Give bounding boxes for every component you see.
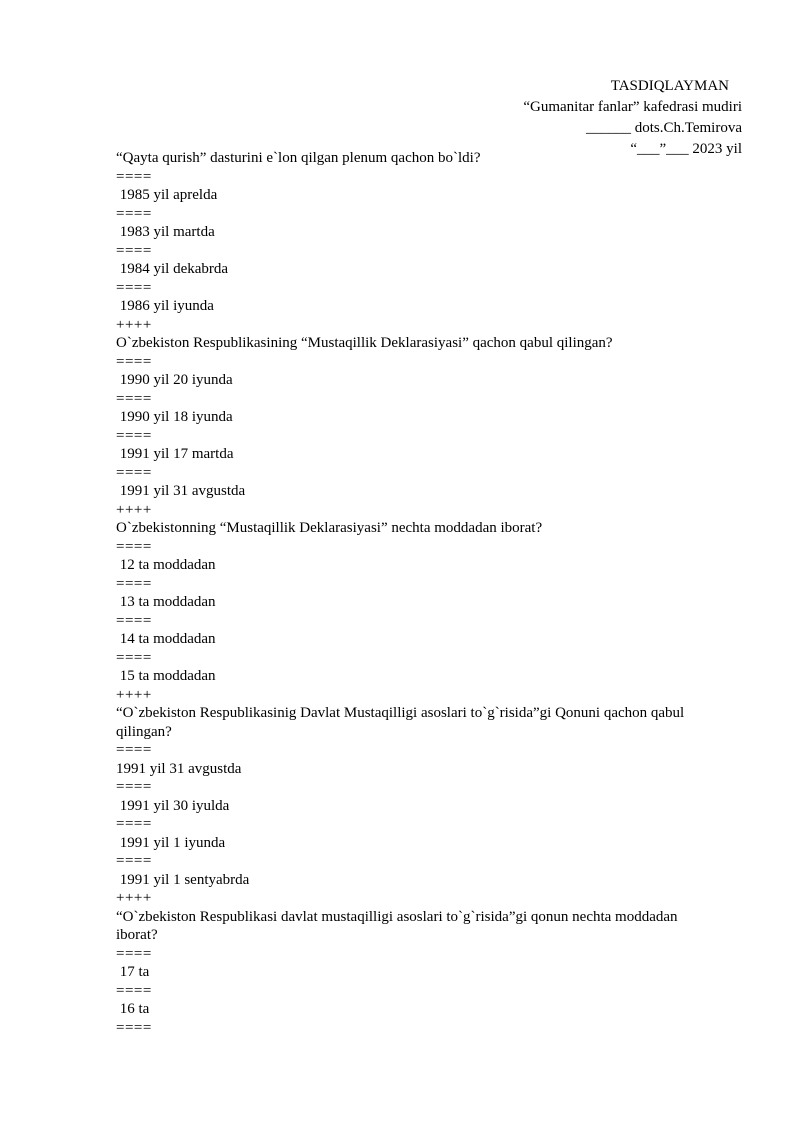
approval-date: “___”___ 2023 yil — [630, 141, 742, 157]
separator-line: ==== — [116, 982, 152, 999]
answer-option: 1990 yil 18 iyunda — [116, 409, 233, 425]
separator-line: ==== — [116, 853, 152, 869]
approval-block — [400, 76, 742, 160]
question-text: “O`zbekiston Respublikasi davlat mustaqilligi asoslari to`g`risida”gi qonun nechta moddadan — [116, 908, 678, 925]
answer-option: 17 ta — [116, 964, 150, 980]
question-text: O`zbekiston Respublikasining “Mustaqillik Deklarasiyasi” qachon qabul qilingan? — [116, 335, 613, 351]
separator-line: ++++ — [116, 316, 152, 333]
answer-option: 1991 yil 31 avgustda — [116, 483, 246, 499]
separator-line: ==== — [116, 279, 152, 296]
separator-line: ==== — [116, 945, 152, 962]
test-questions — [116, 149, 744, 1037]
separator-line: ==== — [116, 649, 152, 666]
approval-title: TASDIQLAYMAN — [610, 78, 729, 94]
separator-line: ==== — [116, 242, 152, 259]
separator-line: ++++ — [116, 890, 152, 906]
answer-option: 1983 yil martda — [116, 224, 215, 240]
answer-option: 1985 yil aprelda — [116, 187, 218, 203]
separator-line: ==== — [116, 742, 152, 758]
answer-option: 1991 yil 30 iyulda — [116, 797, 230, 814]
question-text: “O`zbekiston Respublikasinig Davlat Mustaqilligi asoslari to`g`risida”gi Qonuni qachon qabul — [116, 705, 685, 721]
question-text: iborat? — [116, 927, 158, 943]
separator-line: ==== — [116, 612, 152, 629]
separator-line: ++++ — [116, 686, 152, 703]
answer-option: 1991 yil 1 sentyabrda — [116, 871, 250, 888]
separator-line: ==== — [116, 779, 152, 795]
separator-line: ==== — [116, 390, 152, 407]
answer-option: 1991 yil 31 avgustda — [116, 760, 242, 777]
answer-option: 16 ta — [116, 1001, 150, 1017]
separator-line: ==== — [116, 575, 152, 592]
answer-option: 1991 yil 17 martda — [116, 446, 234, 462]
answer-option: 14 ta moddadan — [116, 631, 216, 647]
separator-line: ==== — [116, 205, 152, 222]
separator-line: ++++ — [116, 501, 152, 518]
answer-option: 1984 yil dekabrda — [116, 261, 229, 277]
answer-option: 1991 yil 1 iyunda — [116, 834, 226, 851]
separator-line: ==== — [116, 816, 152, 832]
answer-option: 13 ta moddadan — [116, 594, 216, 610]
question-text: qilingan? — [116, 723, 172, 740]
question-text: O`zbekistonning “Mustaqillik Deklarasiyasi” nechta moddadan iborat? — [116, 520, 543, 536]
answer-option: 15 ta moddadan — [116, 668, 216, 684]
answer-option: 1986 yil iyunda — [116, 298, 214, 314]
separator-line: ==== — [116, 464, 152, 481]
answer-option: 1990 yil 20 iyunda — [116, 372, 233, 388]
question-text: “Qayta qurish” dasturini e`lon qilgan plenum qachon bo`ldi? — [116, 150, 481, 166]
approval-department: “Gumanitar fanlar” kafedrasi mudiri — [523, 99, 742, 115]
separator-line: ==== — [116, 427, 152, 444]
separator-line: ==== — [116, 538, 152, 555]
separator-line: ==== — [116, 353, 152, 370]
answer-option: 12 ta moddadan — [116, 557, 216, 573]
separator-line: ==== — [116, 1019, 152, 1036]
separator-line: ==== — [116, 168, 152, 185]
approval-signature: ______ dots.Ch.Temirova — [585, 120, 742, 136]
